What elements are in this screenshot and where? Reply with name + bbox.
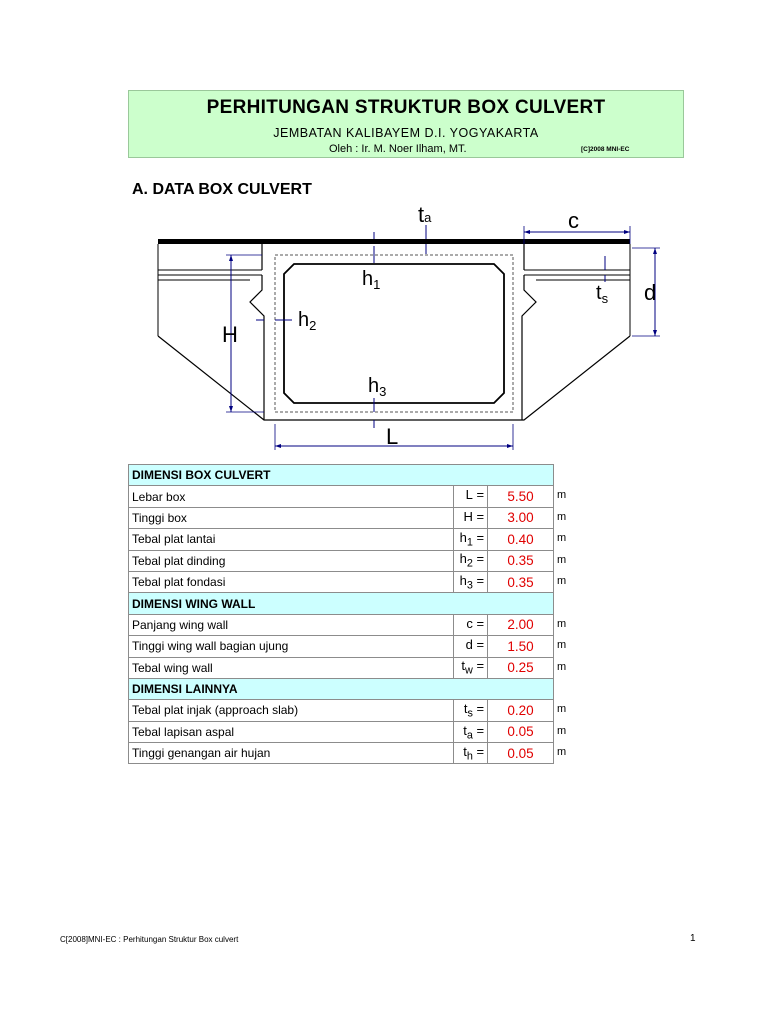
row-label: Tebal plat injak (approach slab)	[129, 700, 454, 721]
label-h2: $h_2$	[298, 309, 317, 333]
row-symbol: $t_s$ =	[454, 700, 488, 721]
row-label: Tebal plat fondasi	[129, 571, 454, 592]
label-ts: $t_s$	[596, 282, 609, 306]
row-value[interactable]: 0.20	[488, 700, 554, 721]
table-row	[129, 529, 554, 550]
page-number: 1	[690, 933, 696, 944]
unit-label: m	[557, 724, 567, 737]
row-symbol: $t_w$ =	[454, 657, 488, 678]
table-row	[129, 636, 554, 657]
approach-slab-left	[158, 244, 262, 336]
unit-column	[557, 464, 577, 763]
row-symbol: $t_a$ =	[454, 721, 488, 742]
row-value[interactable]: 0.25	[488, 657, 554, 678]
copyright-mark: [C]2008 MNI-EC	[581, 146, 630, 153]
row-label: Lebar box	[129, 486, 454, 507]
unit-label: m	[557, 574, 567, 587]
row-value[interactable]: 2.00	[488, 614, 554, 635]
row-value[interactable]: 0.40	[488, 529, 554, 550]
table-row	[129, 721, 554, 742]
row-symbol: $h_2$ =	[454, 550, 488, 571]
row-symbol: d =	[454, 636, 488, 657]
dimension-table	[128, 464, 554, 764]
row-label: Panjang wing wall	[129, 614, 454, 635]
document-subtitle: JEMBATAN KALIBAYEM D.I. YOGYAKARTA	[273, 126, 539, 140]
row-symbol: H =	[454, 507, 488, 528]
unit-label: m	[557, 510, 567, 523]
row-value[interactable]: 0.05	[488, 743, 554, 764]
table-row	[129, 571, 554, 592]
unit-label: m	[557, 553, 567, 566]
unit-label: m	[557, 746, 567, 759]
table-row	[129, 486, 554, 507]
row-label: Tinggi wing wall bagian ujung	[129, 636, 454, 657]
section-header-other: DIMENSI LAINNYA	[129, 678, 554, 699]
footer-text: C[2008]MNI-EC : Perhitungan Struktur Box culvert	[60, 935, 239, 944]
section-header-box-culvert: DIMENSI BOX CULVERT	[129, 465, 554, 486]
unit-label: m	[557, 489, 567, 502]
approach-slab-right	[524, 244, 630, 336]
box-opening	[284, 264, 504, 403]
unit-label: m	[557, 660, 567, 673]
row-label: Tebal wing wall	[129, 657, 454, 678]
table-row	[129, 614, 554, 635]
unit-label: m	[557, 639, 567, 652]
unit-label: m	[557, 532, 567, 545]
label-h1: $h_1$	[362, 268, 381, 292]
table-row	[129, 507, 554, 528]
label-d: d	[644, 280, 657, 305]
label-h3: $h_3$	[368, 375, 387, 399]
label-H: H	[222, 322, 238, 347]
row-symbol: c =	[454, 614, 488, 635]
section-title: A. DATA BOX CULVERT	[132, 181, 312, 198]
label-ta: ta	[418, 202, 432, 227]
table-row	[129, 743, 554, 764]
hidden-outline	[275, 255, 513, 412]
document-title: PERHITUNGAN STRUKTUR BOX CULVERT	[206, 97, 606, 118]
row-symbol: $t_h$ =	[454, 743, 488, 764]
row-label: Tebal plat dinding	[129, 550, 454, 571]
label-c: c	[568, 208, 579, 233]
table-row	[129, 550, 554, 571]
unit-label: m	[557, 703, 567, 716]
label-L: L	[386, 424, 399, 449]
row-value[interactable]: 5.50	[488, 486, 554, 507]
row-value[interactable]: 0.35	[488, 571, 554, 592]
row-label: Tinggi genangan air hujan	[129, 743, 454, 764]
row-value[interactable]: 1.50	[488, 636, 554, 657]
section-header-wing-wall: DIMENSI WING WALL	[129, 593, 554, 614]
row-label: Tinggi box	[129, 507, 454, 528]
table-row	[129, 657, 554, 678]
row-label: Tebal plat lantai	[129, 529, 454, 550]
row-value[interactable]: 3.00	[488, 507, 554, 528]
box-culvert-diagram	[0, 0, 768, 460]
row-value[interactable]: 0.05	[488, 721, 554, 742]
document-author: Oleh : Ir. M. Noer Ilham, MT.	[329, 143, 467, 155]
table-row	[129, 700, 554, 721]
row-symbol: $h_3$ =	[454, 571, 488, 592]
row-label: Tebal lapisan aspal	[129, 721, 454, 742]
unit-label: m	[557, 617, 567, 630]
wing-wall-outline	[158, 336, 630, 420]
row-symbol: L =	[454, 486, 488, 507]
row-value[interactable]: 0.35	[488, 550, 554, 571]
asphalt-layer	[158, 239, 630, 244]
row-symbol: $h_1$ =	[454, 529, 488, 550]
